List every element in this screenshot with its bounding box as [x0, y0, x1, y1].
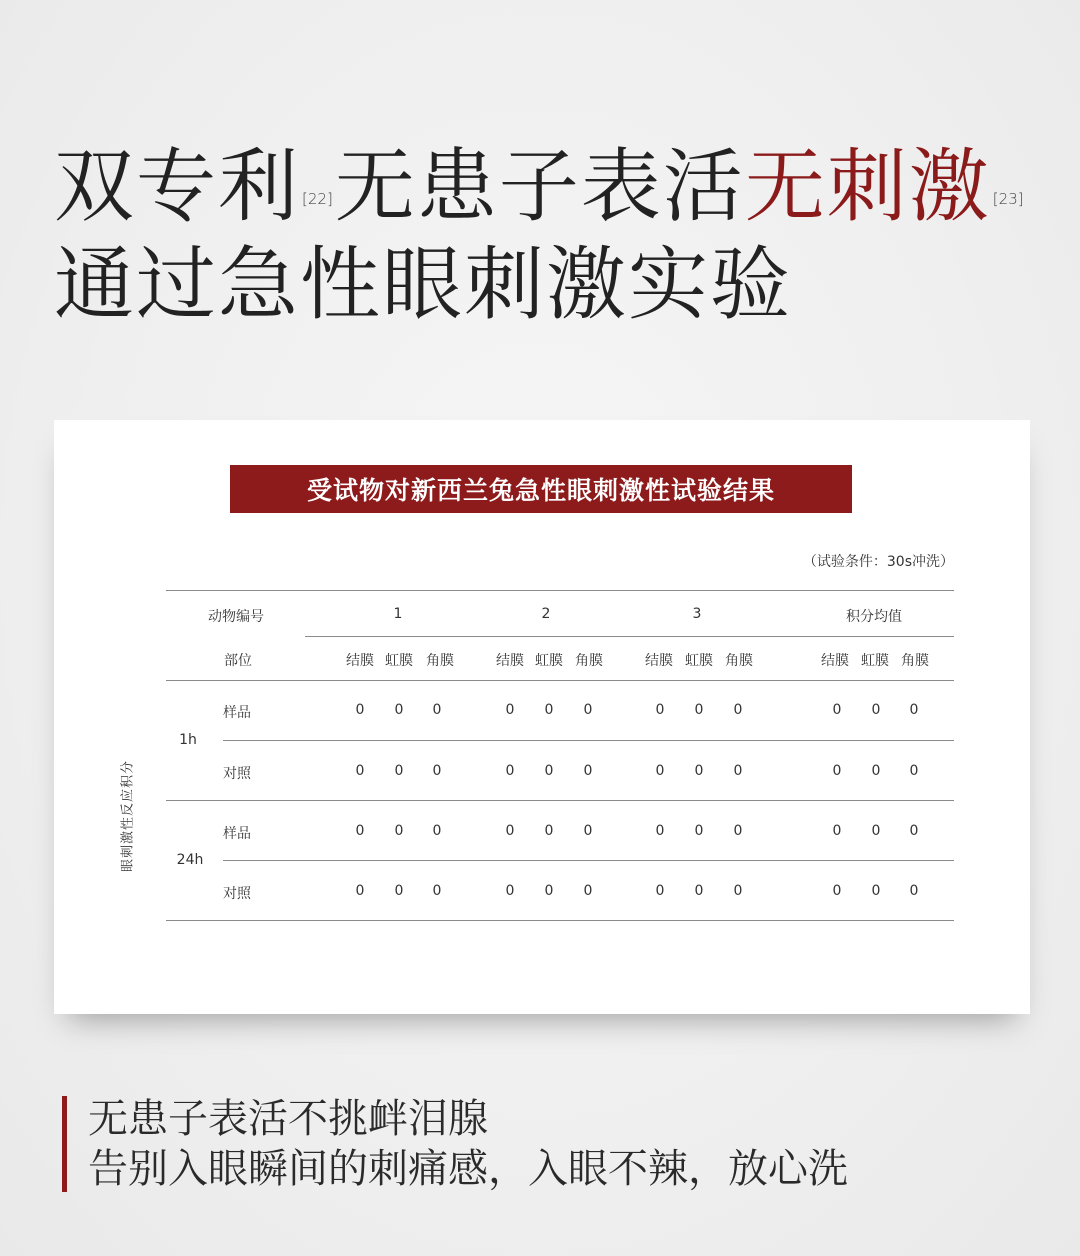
headline-text-patent: 双专利 — [54, 140, 300, 233]
header-part-3-3: 角膜 — [725, 653, 753, 669]
table-cell: 0 — [694, 763, 704, 779]
table-cell: 0 — [655, 883, 665, 899]
table-cell: 0 — [733, 823, 743, 839]
table-cell: 0 — [694, 883, 704, 899]
table-title: 受试物对新西兰兔急性眼刺激性试验结果 — [230, 465, 852, 513]
table-cell: 0 — [355, 702, 365, 718]
table-cell: 0 — [583, 883, 593, 899]
headline — [54, 138, 1026, 334]
row-type-4: 对照 — [223, 886, 251, 902]
table-cell: 0 — [909, 763, 919, 779]
table-cell: 0 — [544, 823, 554, 839]
table-cell: 0 — [832, 763, 842, 779]
header-group-1: 1 — [393, 606, 403, 622]
table-cell: 0 — [505, 763, 515, 779]
row-type-2: 对照 — [223, 766, 251, 782]
results-card — [54, 420, 1030, 1014]
table-cell: 0 — [355, 763, 365, 779]
table-cell: 0 — [909, 702, 919, 718]
header-part-4-2: 虹膜 — [861, 653, 889, 669]
table-cell: 0 — [432, 702, 442, 718]
header-part-1-2: 虹膜 — [385, 653, 413, 669]
table-cell: 0 — [832, 702, 842, 718]
caption-line-2: 告别入眼瞬间的刺痛感，入眼不辣，放心洗 — [88, 1146, 848, 1192]
table-cell: 0 — [832, 823, 842, 839]
header-part-4-1: 结膜 — [821, 653, 849, 669]
table-cell: 0 — [871, 702, 881, 718]
header-part-3-2: 虹膜 — [685, 653, 713, 669]
table-cell: 0 — [505, 883, 515, 899]
table-cell: 0 — [432, 883, 442, 899]
table-cell: 0 — [733, 763, 743, 779]
table-cell: 0 — [871, 823, 881, 839]
table-cell: 0 — [871, 763, 881, 779]
header-part-1-1: 结膜 — [346, 653, 374, 669]
header-group-3: 3 — [692, 606, 702, 622]
table-cell: 0 — [394, 702, 404, 718]
header-part-2-2: 虹膜 — [535, 653, 563, 669]
table-cell: 0 — [505, 823, 515, 839]
rule-bottom — [166, 920, 954, 921]
time-24h: 24h — [176, 852, 204, 868]
header-part-3-1: 结膜 — [645, 653, 673, 669]
header-part-2-3: 角膜 — [575, 653, 603, 669]
headline-text-no-irritation: 无刺激 — [744, 140, 991, 233]
time-1h: 1h — [179, 732, 197, 748]
caption-line-1: 无患子表活不挑衅泪腺 — [88, 1096, 488, 1142]
rule-header-mid — [305, 636, 954, 637]
table-cell: 0 — [394, 763, 404, 779]
table-cell: 0 — [432, 763, 442, 779]
table-cell: 0 — [432, 823, 442, 839]
header-part-1-3: 角膜 — [426, 653, 454, 669]
table-cell: 0 — [655, 823, 665, 839]
table-cell: 0 — [544, 763, 554, 779]
header-part-2-1: 结膜 — [496, 653, 524, 669]
header-group-4: 积分均值 — [846, 609, 902, 625]
rule-1h-bottom — [166, 800, 954, 801]
table-cell: 0 — [832, 883, 842, 899]
table-cell: 0 — [871, 883, 881, 899]
reference-23: [23] — [992, 190, 1024, 208]
header-group-2: 2 — [541, 606, 551, 622]
row-type-1: 样品 — [223, 705, 251, 721]
table-cell: 0 — [355, 823, 365, 839]
test-condition: （试验条件：30s冲洗） — [802, 554, 954, 570]
header-part-4-3: 角膜 — [901, 653, 929, 669]
table-cell: 0 — [655, 702, 665, 718]
vertical-axis-label: 眼刺激性反应积分 — [120, 759, 136, 873]
table-cell: 0 — [909, 823, 919, 839]
headline-line-2: 通过急性眼刺激实验 — [54, 238, 792, 331]
headline-line-1 — [54, 138, 1026, 236]
headline-text-surfactant: 无患子表活 — [334, 140, 745, 233]
table-cell: 0 — [544, 702, 554, 718]
table-cell: 0 — [394, 883, 404, 899]
table-cell: 0 — [505, 702, 515, 718]
rule-1h-mid — [223, 740, 954, 741]
accent-bar — [62, 1096, 67, 1192]
table-cell: 0 — [694, 702, 704, 718]
table-cell: 0 — [655, 763, 665, 779]
rule-top — [166, 590, 954, 591]
caption-text — [88, 1094, 848, 1194]
header-animal-number: 动物编号 — [208, 609, 264, 625]
table-cell: 0 — [355, 883, 365, 899]
table-cell: 0 — [909, 883, 919, 899]
table-cell: 0 — [733, 883, 743, 899]
table-cell: 0 — [733, 702, 743, 718]
table-cell: 0 — [694, 823, 704, 839]
table-cell: 0 — [544, 883, 554, 899]
rule-24h-mid — [223, 860, 954, 861]
rule-header-bottom — [166, 680, 954, 681]
table-cell: 0 — [583, 702, 593, 718]
table-cell: 0 — [583, 823, 593, 839]
header-part: 部位 — [224, 653, 252, 669]
table-cell: 0 — [394, 823, 404, 839]
reference-22: [22] — [302, 190, 333, 208]
row-type-3: 样品 — [223, 826, 251, 842]
table-cell: 0 — [583, 763, 593, 779]
